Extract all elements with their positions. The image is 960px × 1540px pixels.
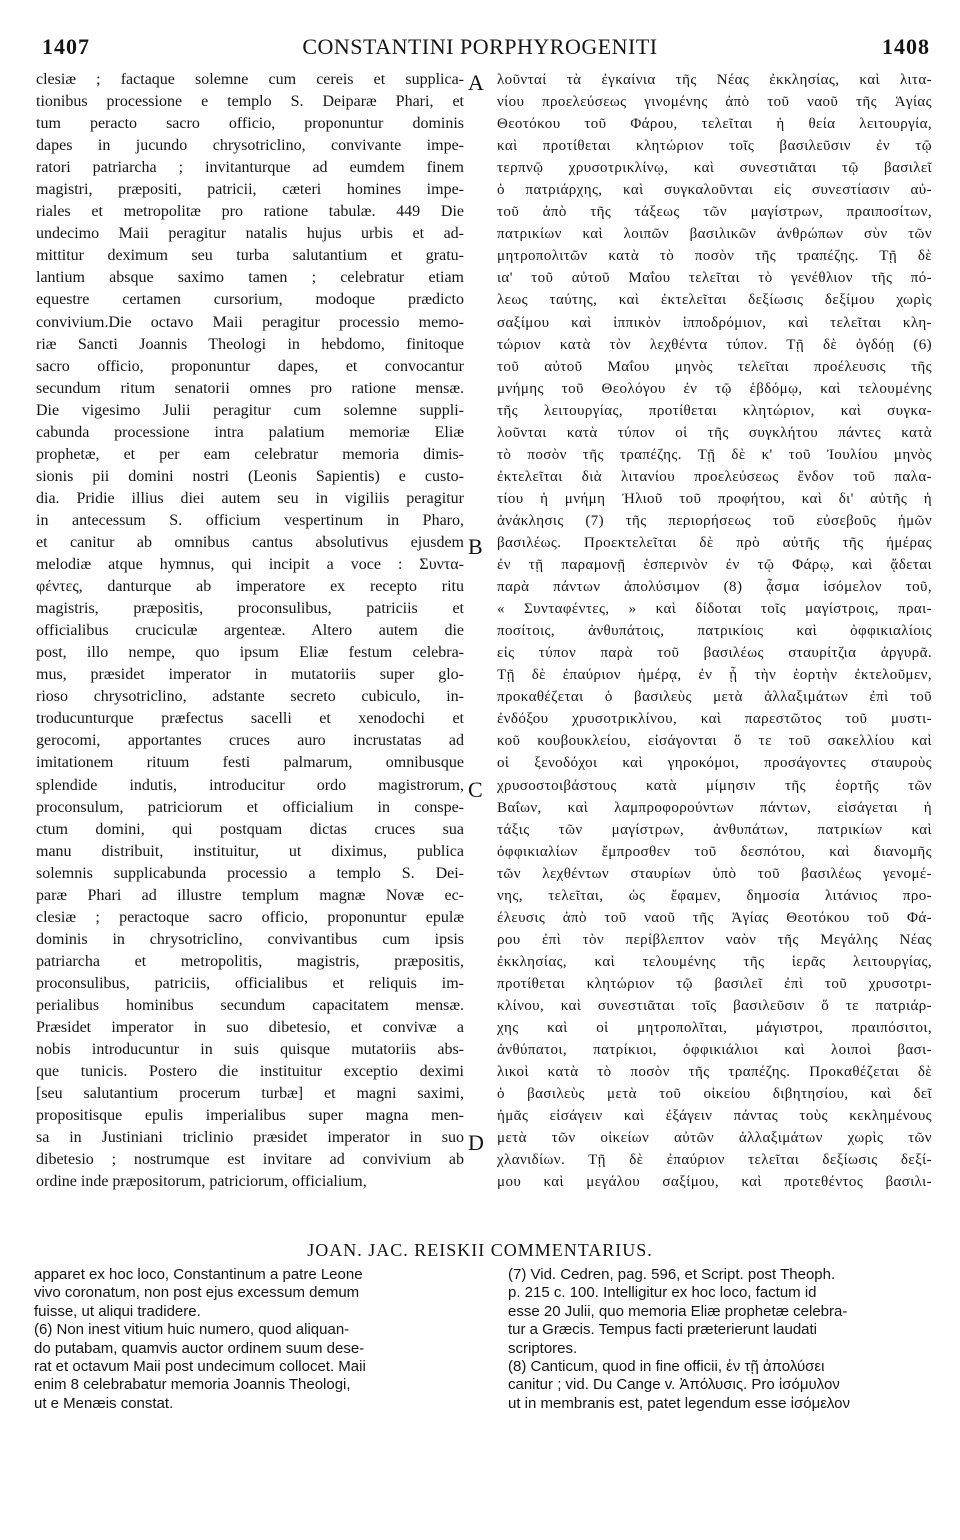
latin-text-line: manu distribuit, instituitur, ut diximus, publica	[36, 842, 464, 860]
footnote-line: enim 8 celebrabatur memoria Joannis Theologi,	[34, 1376, 351, 1394]
latin-text-line: Die vigesimo Julii peragitur cum solemne suppli-	[36, 401, 464, 419]
greek-text-line: ἀνάκλησις (7) τῆς περιορήσεως τοῦ εὐσεβοῦς ἡμῶν	[497, 512, 932, 529]
greek-text-line: τὸ ποσὸν τῆς τραπέζης. Τῇ δὲ κ' τοῦ Ἰουλίου μηνὸς	[497, 446, 932, 463]
latin-text-line: tionibus processione e templo S. Deiparæ Phari, et	[36, 93, 464, 111]
footnotes-right-column	[508, 1266, 932, 1413]
latin-text-line: [seu salutantium procerum turbæ] et magni saximi,	[36, 1085, 464, 1103]
greek-text-line: λοῦνταί τὰ ἐγκαίνια τῆς Νέας ἐκκλησίας, καὶ λιτα-	[497, 72, 932, 88]
latin-text-line: magistris, præpositis, proconsulibus, patriciis et	[36, 600, 464, 618]
greek-text-line: προκαθέζεται ὁ βασιλεὺς μετὰ ἀλλαξιμάτων ἐπὶ τοῦ	[497, 689, 932, 706]
greek-text-line: μητροπολιτῶν κατὰ τὸ ποσὸν τῆς τραπέζης. Τῇ δὲ	[497, 248, 932, 265]
commentary-title: JOAN. JAC. REISKII COMMENTARIUS.	[307, 1240, 653, 1260]
latin-text-line: paræ Phari ad illustre templum magnæ Novæ ec-	[36, 886, 464, 904]
latin-text-line: mittitur deximum seu turba salutantium et gratu-	[36, 247, 464, 265]
latin-text-line: patriarcha et metropolitis, magistris, præpositis,	[36, 952, 464, 970]
latin-text-line: que tunicis. Postero die instituitur exceptio deximi	[36, 1063, 464, 1081]
footnote-line: rat et octavum Maii post undecimum collocet. Maii	[34, 1357, 366, 1375]
latin-text-line: et canitur ab omnibus cantus absolutivus ejusdem	[36, 533, 464, 551]
greek-text-line: τάξις τῶν μαγίστρων, ἀνθυπάτων, πατρικίων καὶ	[497, 821, 932, 838]
margin-marker-b: B	[468, 534, 483, 559]
latin-text-line: undecimo Maii peragitur natalis hujus urbis et ad-	[36, 225, 464, 243]
page-number-right: 1408	[882, 34, 930, 59]
latin-text-line: riales et metropolitæ pro ratione tabulæ. 449 Die	[36, 203, 464, 221]
greek-text-line: τοῦ ἀπὸ τῆς τάξεως τῶν μαγίστρων, πραιποσίτων,	[497, 204, 932, 221]
latin-text-line: cabunda processione intra palatium memoriæ Eliæ	[36, 423, 464, 441]
latin-text-line: solemnis supplicabunda processio a templo S. Dei-	[36, 864, 464, 882]
running-title: CONSTANTINI PORPHYROGENITI	[302, 34, 658, 59]
page-number-left: 1407	[42, 34, 90, 59]
margin-marker-a: A	[468, 70, 484, 95]
greek-text-line: τοῦ αὐτοῦ Μαΐου μηνὸς τελεῖται προέλευσις τῆς	[497, 358, 932, 375]
footnote-line: p. 215 c. 100. Intelligitur ex hoc loco, factum id	[508, 1284, 817, 1302]
footnote-line: (7) Vid. Cedren, pag. 596, et Script. post Theoph.	[508, 1266, 836, 1283]
footnote-line: fuisse, ut aliqui tradidere.	[34, 1302, 201, 1320]
latin-text-line: riæ Sancti Joannis Theologi in hebdomo, finitoque	[36, 335, 464, 353]
margin-marker-d: D	[468, 1130, 484, 1155]
latin-text-line: in antecessum S. officium vespertinum in Pharo,	[36, 511, 464, 529]
greek-text-line: έλευσις ἀπὸ τοῦ ναοῦ τῆς Ἁγίας Θεοτόκου τοῦ Φά-	[497, 909, 932, 926]
greek-text-line: λικοὶ κατὰ τὸ ποσὸν τῆς τραπέζης. Προκαθέζεται δὲ	[497, 1064, 932, 1081]
page-header	[30, 30, 930, 64]
latin-text-line: ordine inde præpositorum, patriciorum, officialium,	[36, 1173, 367, 1191]
greek-text-line: χης καὶ οἱ μητροπολῖται, μάγιστροι, πραιπόσιτοι,	[497, 1020, 932, 1037]
latin-text-line: gerocomi, apportantes cruces auro incrustatas ad	[36, 732, 464, 750]
greek-text-line: λεως ταύτης, καὶ ἐκτελεῖται δεξίωσις δεξίμου χωρὶς	[497, 292, 932, 309]
latin-text-line: equestre certamen cursorium, modoque prædicto	[36, 291, 464, 309]
greek-text-line: ρου ἐπὶ τὸν περίβλεπτον ναὸν τῆς Μεγάλης Νέας	[497, 931, 932, 948]
greek-text-line: παρὰ πάντων ἀπολύσιμον (8) ᾆσμα ἰσόμελον τοῦ,	[497, 579, 932, 596]
latin-text-column	[36, 69, 464, 1193]
greek-text-line: « Συνταφέντες, » καὶ δίδοται τοῖς μαγίστροις, πραι-	[497, 601, 932, 618]
greek-text-line: ποσίτοις, ἀνθυπάτοις, πατρικίοις καὶ ὀφφικιαλίοις	[497, 623, 932, 640]
latin-text-line: magistri, præpositi, patricii, cæteri homines impe-	[36, 181, 464, 199]
latin-text-line: Præsidet imperator in suo dibetesio, et convivæ a	[36, 1019, 464, 1037]
latin-text-line: splendide indutis, introducitur ordo magistrorum,	[36, 776, 464, 794]
latin-text-line: melodiæ atque hymnus, qui incipit a voce : Συντα-	[36, 556, 464, 574]
footnote-line: vivo coronatum, non post ejus excessum demum	[34, 1284, 360, 1302]
latin-text-line: clesiæ ; factaque solemne cum cereis et supplica-	[36, 71, 464, 88]
latin-text-line: tum peracto sacro officio, proponuntur dominis	[36, 115, 464, 133]
greek-text-line: νίου προελεύσεως γινομένης ἀπὸ τοῦ ναοῦ τῆς Ἁγίας	[497, 94, 932, 111]
greek-text-line: τώριον κατὰ τὸν λεχθέντα τύπον. Τῇ δὲ ὀγδόῃ (6)	[497, 336, 932, 353]
greek-text-line: μου καὶ μεγάλου σαξίμου, καὶ προτεθέντος βασιλι-	[497, 1174, 932, 1191]
latin-text-line: sionis pii domini nostri (Leonis Sapientis) e custo-	[36, 467, 464, 485]
latin-text-line: secundum ritum senatorii omnes pro ratione mensæ.	[36, 379, 464, 397]
latin-text-line: post, illo nempe, quo ipsum Eliæ festum celebra-	[36, 644, 464, 662]
footnote-line: (8) Canticum, quod in fine officii, ἐν τῇ ἀπολύσει	[508, 1357, 825, 1375]
greek-text-line: εἰς τύπον παρὰ τοῦ βασιλέως σταυρίτζια ἀργυρᾶ.	[497, 645, 932, 662]
latin-text-line: convivium.Die octavo Maii peragitur processio memo-	[36, 313, 464, 331]
latin-text-line: imitationem rituum festi palmarum, omnibusque	[36, 754, 464, 772]
greek-text-column	[497, 69, 932, 1193]
greek-text-line: Θεοτόκου τοῦ Φάρου, τελεῖται ἡ θεία λειτουργία,	[497, 116, 932, 133]
greek-text-line: πατρικίων καὶ λοιπῶν βασιλικῶν ἀνθρώπων σὺν τῶν	[497, 226, 932, 243]
latin-text-line: dia. Pridie illius diei autem seu in vigiliis peragitur	[36, 489, 464, 507]
greek-text-line: Βαΐων, καὶ λαμπροφορούντων πάντων, εἰσάγεται ἡ	[497, 799, 932, 816]
margin-marker-c: C	[468, 777, 483, 802]
greek-text-line: ὁ βασιλεὺς μετὰ τοῦ οἰκείου διβητησίου, καὶ δεῖ	[497, 1086, 932, 1103]
greek-text-line: ια' τοῦ αὐτοῦ Μαΐου τελεῖται τὸ γενέθλιον τῆς πό-	[497, 270, 932, 287]
footnote-line: canitur ; vid. Du Cange v. Ἀπόλυσις. Pro ἰσόμυλον	[508, 1376, 840, 1394]
greek-text-line: μετὰ τῶν οἰκείων αὐτῶν ἀλλαξιμάτων χωρὶς τῶν	[497, 1130, 932, 1147]
latin-text-line: dibetesio ; nostrumque est invitare ad convivium ab	[36, 1151, 464, 1169]
greek-text-line: ἐκτελεῖται διὰ λιτανίου προελεύσεως ἔνδον τοῦ παλα-	[497, 468, 932, 485]
footnote-line: ut e Menæis constat.	[34, 1394, 174, 1412]
greek-text-line: ἡμᾶς εἰσάγειν καὶ ἐξάγειν πάντας τοὺς κεκλημένους	[497, 1108, 932, 1125]
greek-text-line: τίου ἡ μνήμη Ἠλιοῦ τοῦ προφήτου, καὶ δι' αὐτῆς ἡ	[497, 490, 932, 507]
greek-text-line: τῆς λειτουργίας, προτίθεται κλητώριον, καὶ συγκα-	[497, 402, 932, 419]
greek-text-line: ἐκκλησίας, καὶ τελουμένης τῆς ἱερᾶς λειτουργίας,	[497, 953, 932, 970]
greek-text-line: Τῇ δὲ ἐπαύριον ἡμέρᾳ, ἐν ᾗ τὴν ἑορτὴν ἐκτελοῦμεν,	[497, 667, 932, 684]
latin-text-line: ratori patriarcha ; invitanturque ad eumdem finem	[36, 159, 464, 177]
latin-text-line: officialibus cruciculæ argenteæ. Altero autem die	[36, 622, 464, 640]
greek-text-line: προτίθεται κλητώριον τῷ βασιλεῖ ἐπὶ τοῦ χρυσοτρι-	[497, 975, 932, 992]
greek-text-line: καὶ προτίθεται κλητώριον τοῖς βασιλεῦσιν ἐν τῷ	[497, 138, 932, 155]
greek-text-line: ἀνθύπατοι, πατρίκιοι, ὀφφικιάλιοι καὶ λοιποὶ βασι-	[497, 1042, 932, 1059]
greek-text-line: μνήμης τοῦ Θεολόγου ἐν τῷ ἑβδόμῳ, καὶ τελουμένης	[497, 380, 932, 397]
greek-text-line: βασιλέως. Προεκτελεῖται δὲ πρὸ αὐτῆς τῆς ἡμέρας	[497, 534, 932, 551]
greek-text-line: λοῦνται κατὰ τύπον οἱ τῆς συγκλήτου πάντες κατὰ	[497, 424, 932, 441]
latin-text-line: dominis in chrysotriclino, convivantibus cum ipsis	[36, 930, 464, 948]
greek-text-line: νης, τελεῖται, ὡς ἔφαμεν, δημοσία λιτάνιος προ-	[497, 887, 932, 904]
footnote-line: ut in membranis est, patet legendum esse ἰσόμελον	[508, 1394, 851, 1412]
greek-text-line: χρυσοστοιβάστους κατὰ μίμησιν τῆς ἑορτῆς τῶν	[497, 777, 932, 794]
latin-text-line: perialibus hominibus secundum capacitatem mensæ.	[36, 996, 464, 1014]
greek-text-line: ἐνδόξου χρυσοτρικλίνου, καὶ παρεστῶτος τοῦ μυστι-	[497, 711, 932, 728]
latin-text-line: mus, præsidet imperator in mutatoriis super glo-	[36, 666, 464, 684]
footnotes-left-column	[34, 1266, 460, 1413]
greek-text-line: ἐν τῇ παραμονῇ ἑσπερινὸν ἐν τῷ Φάρῳ, καὶ ᾄδεται	[497, 557, 932, 574]
latin-text-line: φέντες, danturque ab imperatore ex recepto ritu	[36, 578, 464, 596]
latin-text-line: sa in Justiniani triclinio præsidet imperator in suo	[36, 1129, 464, 1147]
greek-text-line: ὁ πατριάρχης, καὶ συγκαλοῦνται εἰς συνεστίασιν αὐ-	[497, 182, 932, 199]
footnote-line: esse 20 Julii, quo memoria Eliæ prophetæ celebra-	[508, 1302, 848, 1320]
footnote-line: tur a Græcis. Tempus facti præterierunt laudati	[508, 1321, 818, 1339]
greek-text-line: κοῦ κουβουκλείου, εἰσάγονται ὅ τε τοῦ σακελλίου καὶ	[497, 733, 932, 750]
latin-text-line: proconsulibus, patriciis, officialibus et reliquis im-	[36, 974, 464, 992]
greek-text-line: σαξίμου καὶ ἱππικὸν ἱπποδρόμιον, καὶ τελεῖται κλη-	[497, 314, 932, 331]
greek-text-line: ὀφφικιαλίων ἔμπροσθεν τοῦ δεσπότου, καὶ διανομῆς	[497, 843, 932, 860]
latin-text-line: nobis introducuntur in suis quisque mutatoriis abs-	[36, 1041, 464, 1059]
latin-text-line: dapes in jucundo chrysotriclino, convivante impe-	[36, 137, 464, 155]
greek-text-line: χλανιδίων. Τῇ δὲ ἐπαύριον τελεῖται δεξίωσις δεξί-	[497, 1152, 932, 1169]
greek-text-line: κλίνου, καὶ συνεστιᾶται τοῖς βασιλεῦσιν ὅ τε πατριάρ-	[497, 997, 932, 1014]
latin-text-line: ctum domini, qui postquam dictas cruces sua	[36, 820, 464, 838]
latin-text-line: propositisque epulis imperialibus super magna men-	[36, 1107, 464, 1125]
footnote-line: scriptores.	[508, 1339, 578, 1357]
greek-text-line: τῶν λεχθέντων σταυρίων ὑπὸ τοῦ βασιλέως γενομέ-	[497, 865, 932, 882]
latin-text-line: prophetæ, et per eam celebratur memoria dimis-	[36, 445, 464, 463]
latin-text-line: proconsulum, patriciorum et officialium in conspe-	[36, 798, 464, 816]
greek-text-line: οἱ ξενοδόχοι καὶ γηροκόμοι, προσάγοντες σταυροὺς	[497, 755, 932, 772]
footnote-line: (6) Non inest vitium huic numero, quod aliquan-	[34, 1321, 350, 1339]
greek-text-line: τερπνῷ χρυσοτρικλίνῳ, καὶ συνεστιᾶται τῷ βασιλεῖ	[497, 160, 932, 177]
latin-text-line: sacro officio, proponuntur dapes, et convocantur	[36, 357, 464, 375]
latin-text-line: troducunturque præfectus sacelli et xenodochi et	[36, 710, 464, 728]
latin-text-line: clesiæ ; peractoque sacro officio, proponuntur epulæ	[36, 908, 464, 926]
footnote-line: do putabam, quamvis auctor ordinem suum dese-	[34, 1339, 365, 1357]
latin-text-line: rioso chrysotriclino, adstante secreto cubiculo, in-	[36, 688, 464, 706]
footnote-line: apparet ex hoc loco, Constantinum a patre Leone	[34, 1266, 363, 1283]
latin-text-line: lantium absque saximo tamen ; celebratur etiam	[36, 269, 464, 287]
